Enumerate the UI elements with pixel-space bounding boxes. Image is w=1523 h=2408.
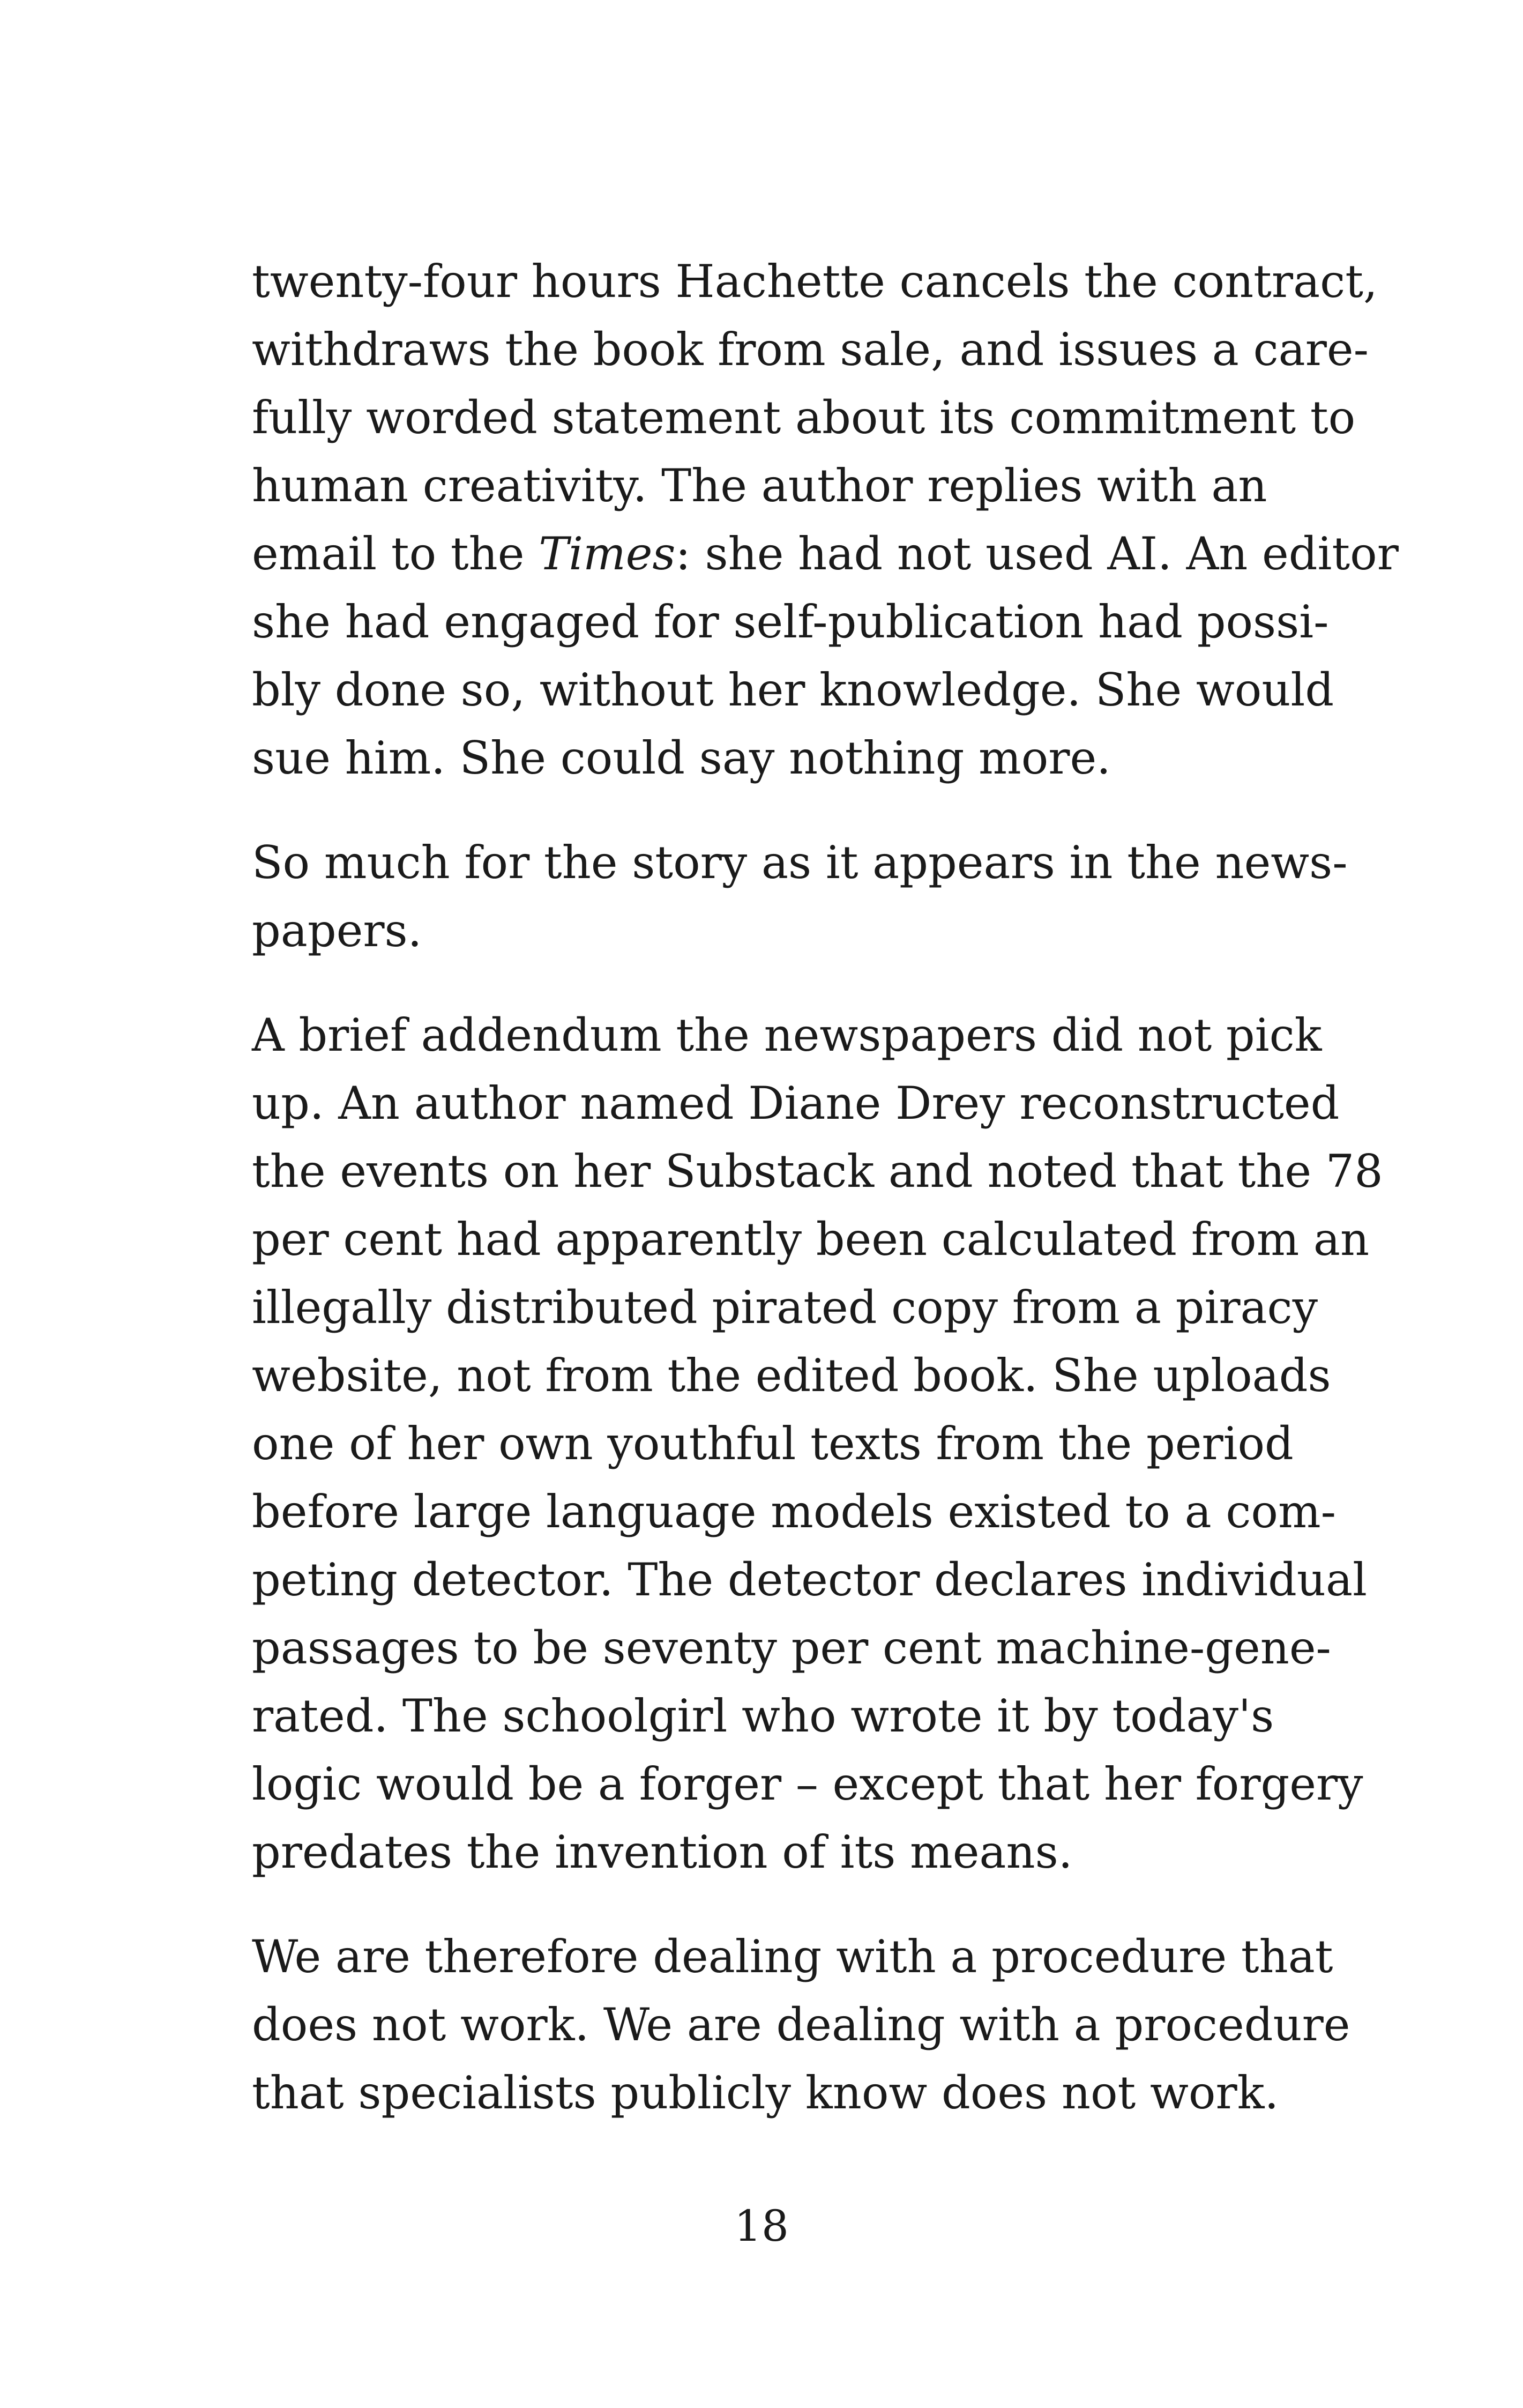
text-line: human creativity. The author replies with an <box>252 459 1267 512</box>
paragraph-gap <box>252 792 1259 829</box>
text-line: fully worded statement about its commitment to <box>252 391 1356 444</box>
text-line: the events on her Substack and noted that the 78 <box>252 1145 1383 1198</box>
text-line: she had engaged for self-publication had possi- <box>252 596 1329 648</box>
paragraph-gap <box>252 1886 1259 1923</box>
text-line: up. An author named Diane Drey reconstructed <box>252 1077 1340 1129</box>
text-line: that specialists publicly know does not work. <box>252 2067 1279 2119</box>
text-span: email to the <box>252 527 539 580</box>
text-line: A brief addendum the newspapers did not pick <box>252 1009 1322 1061</box>
text-line: bly done so, without her knowledge. She would <box>252 664 1334 716</box>
text-line: logic would be a forger – except that her forgery <box>252 1758 1363 1810</box>
text-line: before large language models existed to a com- <box>252 1485 1337 1538</box>
text-line: website, not from the edited book. She uploads <box>252 1349 1331 1402</box>
paragraph <box>252 829 1348 965</box>
text-line: papers. <box>252 904 422 957</box>
text-line: one of her own youthful texts from the period <box>252 1417 1294 1470</box>
text-line: predates the invention of its means. <box>252 1826 1073 1878</box>
body-text <box>252 248 1399 2127</box>
text-line: sue him. She could say nothing more. <box>252 732 1111 784</box>
newspaper-title: Times <box>539 527 676 580</box>
paragraph <box>252 1001 1383 1886</box>
text-line: does not work. We are dealing with a procedure <box>252 1998 1350 2051</box>
text-line: illegally distributed pirated copy from a piracy <box>252 1281 1318 1334</box>
page-number: 18 <box>734 2201 789 2251</box>
paragraph <box>252 1923 1350 2127</box>
text-line: withdraws the book from sale, and issues a care- <box>252 323 1369 376</box>
text-line: twenty-four hours Hachette cancels the contract, <box>252 255 1378 308</box>
text-line: rated. The schoolgirl who wrote it by today's <box>252 1690 1274 1742</box>
text-line <box>252 520 1399 588</box>
paragraph <box>252 248 1399 792</box>
paragraph-gap <box>252 965 1259 1001</box>
text-line: passages to be seventy per cent machine-gene- <box>252 1622 1331 1674</box>
text-line: So much for the story as it appears in the news- <box>252 836 1348 889</box>
text-span: : she had not used AI. An editor <box>675 527 1399 580</box>
text-line: peting detector. The detector declares individual <box>252 1554 1367 1606</box>
text-line: We are therefore dealing with a procedure that <box>252 1930 1333 1983</box>
text-line: per cent had apparently been calculated from an <box>252 1213 1370 1266</box>
